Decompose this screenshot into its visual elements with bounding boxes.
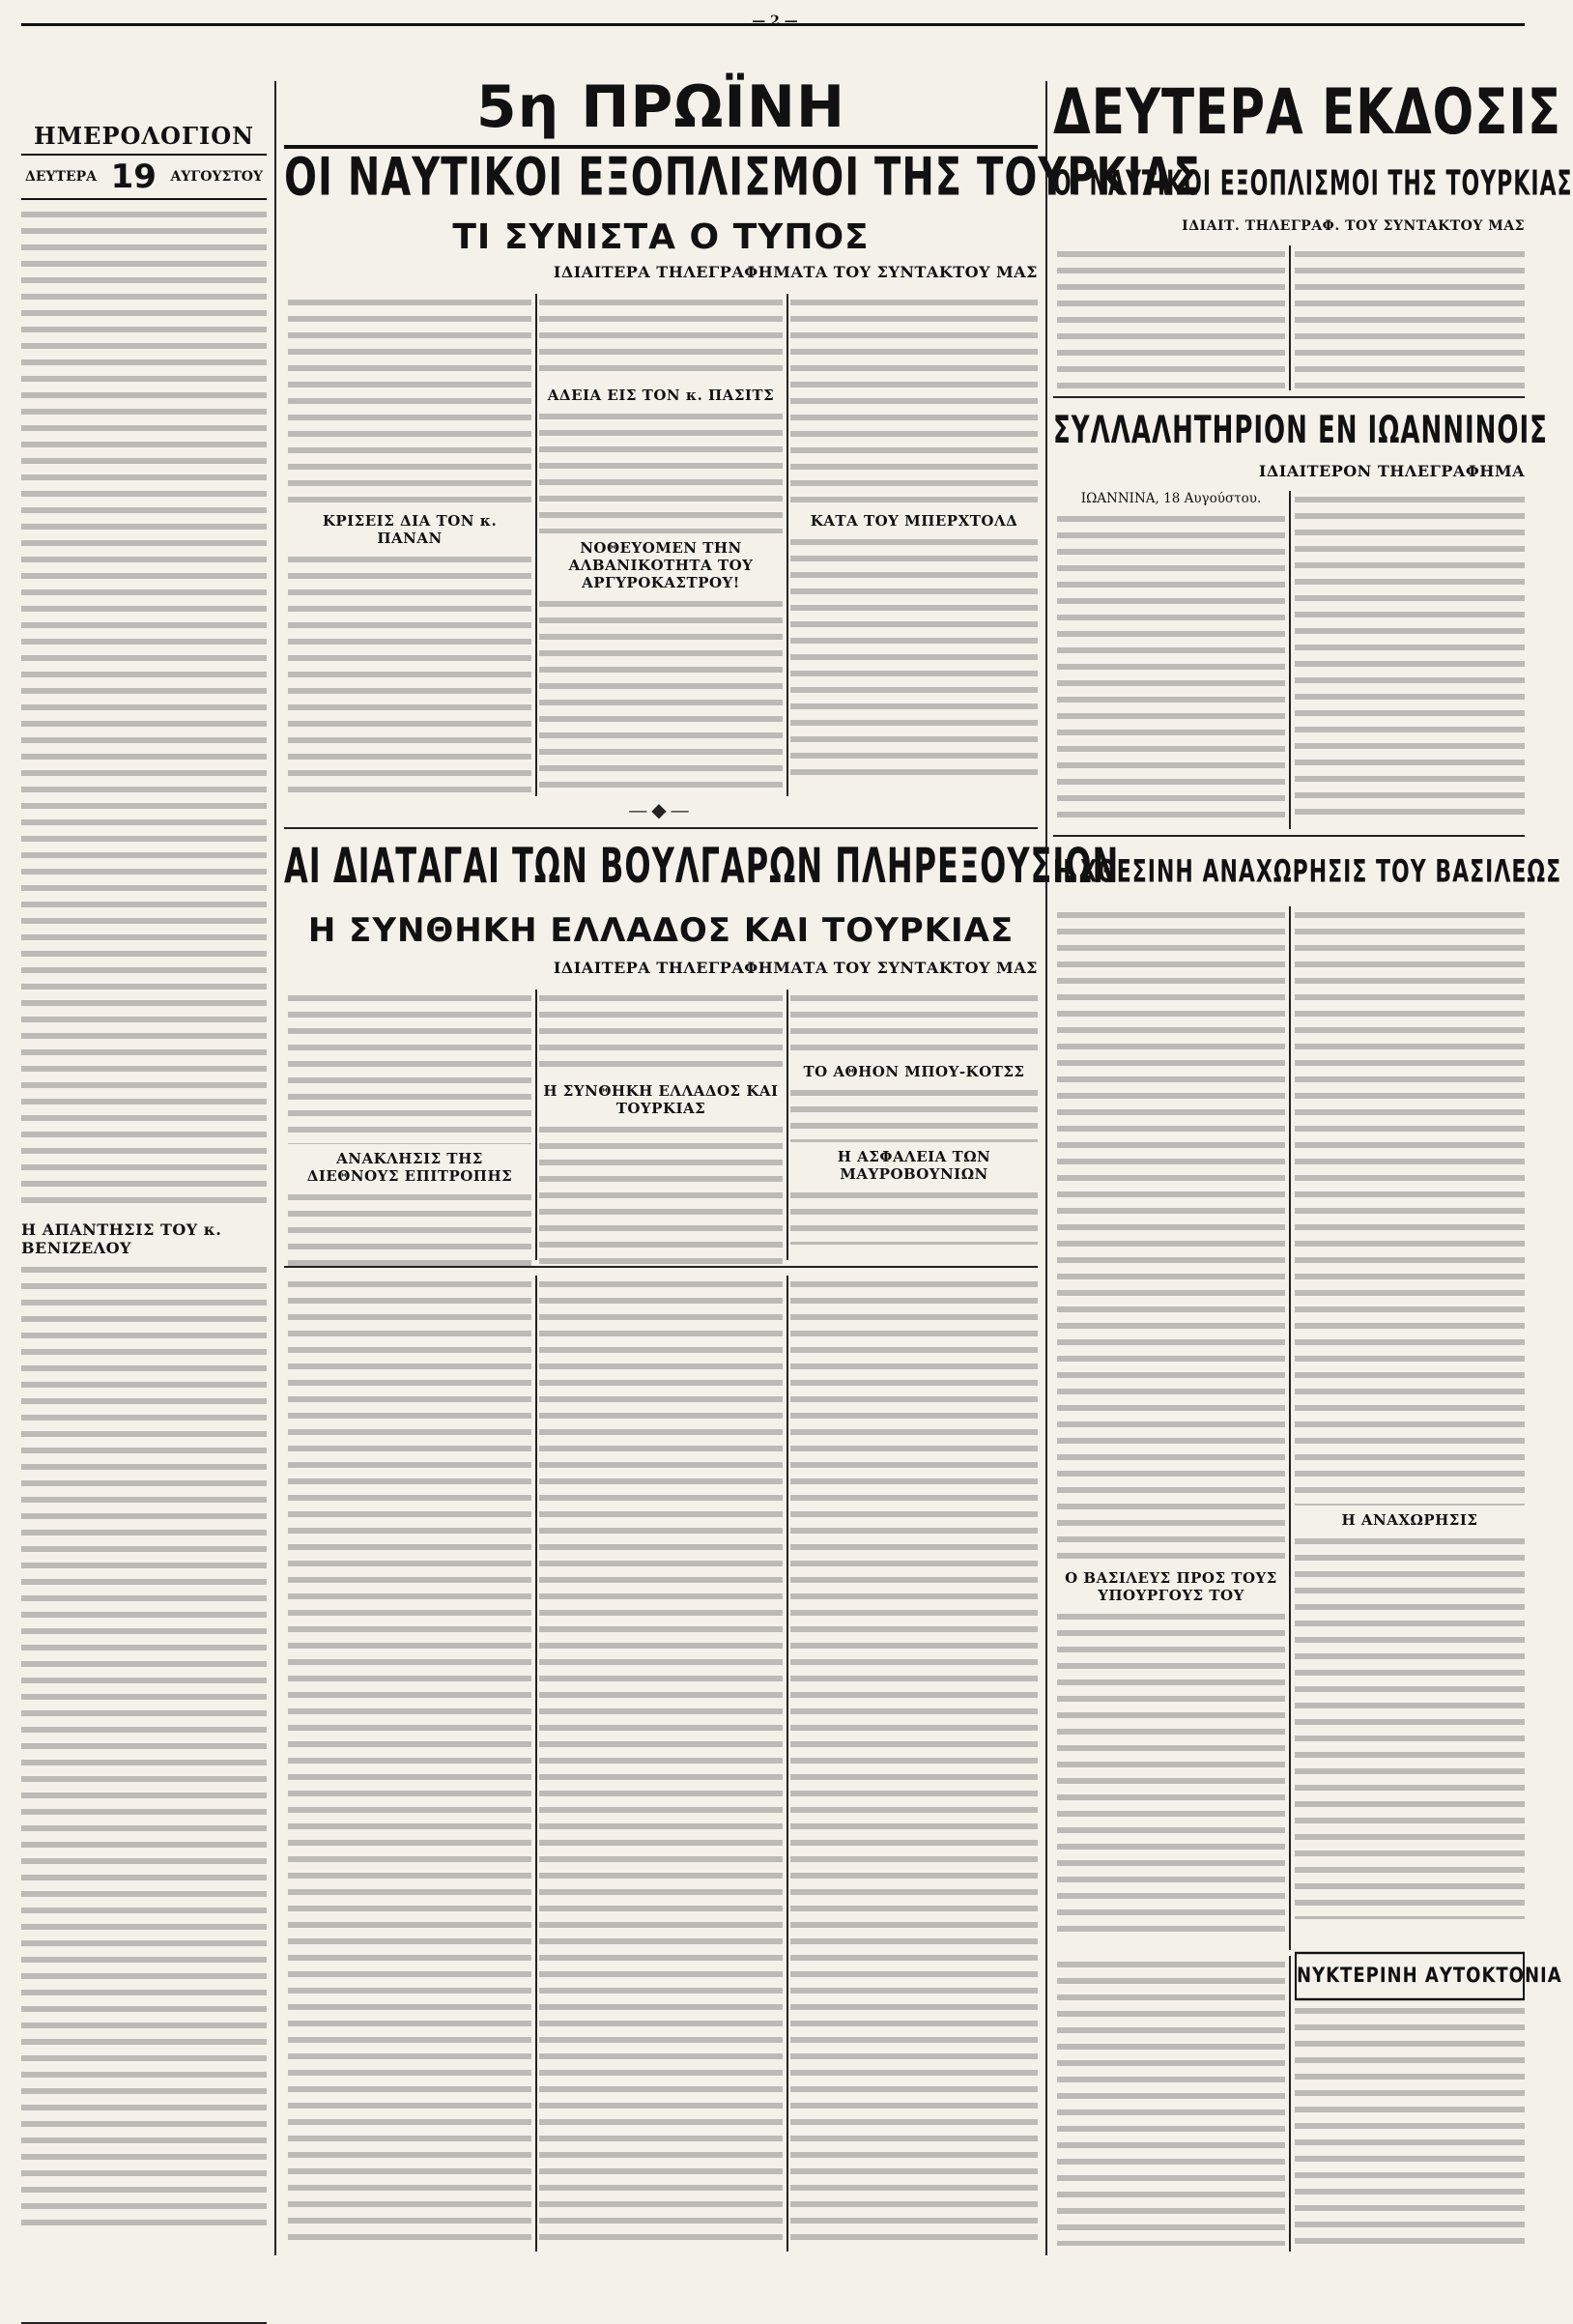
edition-a-col-3 (790, 294, 1038, 796)
calendar-day: 19 (110, 158, 157, 196)
body-text-block (1295, 2002, 1525, 2244)
column-rule (786, 990, 788, 1260)
bulgarian-headline-box (284, 837, 1120, 895)
calendar-weekday: ΔΕΥΤΕΡΑ (25, 169, 98, 185)
column-rule (535, 990, 537, 1260)
column-rule (1289, 491, 1291, 829)
section-heading: Ο ΒΑΣΙΛΕΥΣ ΠΡΟΣ ΤΟΥΣ ΥΠΟΥΡΓΟΥΣ ΤΟΥ (1065, 1569, 1277, 1604)
body-text-block (539, 1121, 783, 1266)
rally-byline-box (1053, 462, 1525, 487)
section-heading: Η ΑΣΦΑΛΕΙΑ ΤΩΝ ΜΑΥΡΟΒΟΥΝΙΩΝ (837, 1148, 991, 1183)
column-rule (535, 294, 537, 796)
calendar-month: ΑΥΓΟΥΣΤΟΥ (170, 169, 263, 185)
bulgarian-subheadline: Η ΣΥΝΘΗΚΗ ΕΛΛΑΔΟΣ ΚΑΙ ΤΟΥΡΚΙΑΣ (307, 911, 1015, 950)
body-text-block (1057, 906, 1285, 1564)
section-heading: ΤΟ ΑΘΗΟΝ ΜΠΟΥ-ΚΟΤΣΣ (803, 1063, 1025, 1080)
edition-b-label: ΔΕΥΤΕΡΑ ΕΚΔΟΣΙΣ (1053, 75, 1562, 149)
page-folio: — 2 — (752, 14, 798, 29)
bottom-right-col-2 (1295, 1956, 1562, 2252)
edition-a-byline: ΙΔΙΑΙΤΕΡΑ ΤΗΛΕΓΡΑΦΗΜΑΤΑ ΤΟΥ ΣΥΝΤΑΚΤΟΥ ΜΑΣ (553, 263, 1038, 281)
body-text-block (790, 990, 1038, 1057)
calendar-title: ΗΜΕΡΟΛΟΓΙΟΝ (33, 122, 255, 150)
body-text-block (790, 533, 1038, 775)
edition-b-byline: ΙΔΙΑΙΤ. ΤΗΛΕΓΡΑΦ. ΤΟΥ ΣΥΝΤΑΚΤΟΥ ΜΑΣ (1182, 218, 1525, 234)
section-divider (1053, 835, 1525, 837)
bulgarian-col-1 (288, 990, 531, 1260)
section-heading: ΝΟΘΕΥΟΜΕΝ ΤΗΝ ΑΛΒΑΝΙΚΟΤΗΤΑ ΤΟΥ ΑΡΓΥΡΟΚΑΣΤΡΟΥ! (568, 539, 754, 591)
king-headline-box (1053, 850, 1562, 897)
king-col-2 (1295, 906, 1525, 1950)
body-text-block (288, 294, 531, 506)
lower-col-3 (790, 1276, 1038, 2252)
replies-headline: Η ΑΠΑΝΤΗΣΙΣ ΤΟΥ κ. ΒΕΝΙΖΕΛΟΥ (21, 1220, 222, 1257)
editorial-body (21, 206, 267, 1211)
edition-b-byline-box (1053, 218, 1525, 242)
body-text-block (539, 990, 783, 1076)
body-text-block (1057, 510, 1285, 819)
bulgarian-headline: ΑΙ ΔΙΑΤΑΓΑΙ ΤΩΝ ΒΟΥΛΓΑΡΩΝ ΠΛΗΡΕΞΟΥΣΙΩΝ (284, 837, 1120, 895)
body-text-block (790, 294, 1038, 506)
rally-byline: ΙΔΙΑΙΤΕΡΟΝ ΤΗΛΕΓΡΑΦΗΜΑ (1258, 462, 1525, 480)
edition-a-headline-box (284, 147, 1201, 209)
body-text-block (1295, 245, 1525, 390)
column-rule (535, 1276, 537, 2252)
section-heading: ΑΔΕΙΑ ΕΙΣ ΤΟΝ κ. ΠΑΣΙΤΣ (547, 387, 775, 404)
body-text-block (288, 551, 531, 792)
section-heading: ΚΡΙΣΕΙΣ ΔΙΑ ΤΟΝ κ. ΠΑΝΑΝ (322, 512, 498, 547)
body-text-block (1295, 491, 1525, 819)
bulgarian-col-2 (539, 990, 783, 1260)
body-text-block (1057, 1956, 1285, 2246)
body-text-block (1057, 1608, 1285, 1937)
section-heading: Η ΣΥΝΘΗΚΗ ΕΛΛΑΔΟΣ ΚΑΙ ΤΟΥΡΚΙΑΣ (543, 1082, 779, 1117)
body-text-block (21, 1261, 267, 2227)
edition-b-headline: ΟΙ ΝΑΥΤΙΚΟΙ ΕΞΟΠΛΙΣΜΟΙ ΤΗΣ ΤΟΥΡΚΙΑΣ (1053, 165, 1573, 205)
edition-a-subheadline-box (284, 215, 1038, 261)
ornament-divider: —◆— (628, 798, 694, 821)
king-col-1 (1057, 906, 1285, 1950)
column-rule (1289, 1956, 1291, 2252)
bulgarian-col-3 (790, 990, 1038, 1260)
body-text-block (539, 408, 783, 533)
body-text-block (21, 206, 267, 1211)
bulgarian-subheadline-box (284, 906, 1038, 955)
lower-col-2 (539, 1276, 783, 2252)
body-text-block (288, 1189, 531, 1266)
body-text-block (790, 1084, 1038, 1142)
edition-a-masthead (284, 73, 1038, 141)
body-text-block (1295, 906, 1525, 1506)
column-rule (274, 81, 276, 2255)
body-text-block (790, 1276, 1038, 2242)
body-text-block (288, 1276, 531, 2242)
bulgarian-byline-box (284, 959, 1038, 984)
body-text-block (1295, 1533, 1525, 1919)
column-rule (1289, 245, 1291, 390)
rally-dateline: ΙΩΑΝΝΙΝΑ, 18 Αυγούστου. (1080, 491, 1262, 506)
column-rule (786, 1276, 788, 2252)
body-text-block (790, 1187, 1038, 1245)
rally-headline-box (1053, 404, 1548, 458)
edition-a-subheadline: ΤΙ ΣΥΝΙΣΤΑ Ο ΤΥΠΟΣ (452, 217, 870, 257)
edition-b-masthead (1053, 73, 1562, 151)
section-divider (284, 1266, 1038, 1268)
body-text-block (539, 294, 783, 381)
edition-b-col-1 (1057, 245, 1285, 390)
section-heading: Η ΑΝΑΧΩΡΗΣΙΣ (1341, 1511, 1478, 1529)
rally-col-1 (1057, 491, 1285, 829)
body-text-block (539, 1276, 783, 2242)
bulgarian-byline: ΙΔΙΑΙΤΕΡΑ ΤΗΛΕΓΡΑΦΗΜΑΤΑ ΤΟΥ ΣΥΝΤΑΚΤΟΥ ΜΑΣ (553, 959, 1038, 977)
edition-a-headline: ΟΙ ΝΑΥΤΙΚΟΙ ΕΞΟΠΛΙΣΜΟΙ ΤΗΣ ΤΟΥΡΚΙΑΣ (284, 147, 1201, 209)
body-text-block (288, 990, 531, 1144)
body-text-block (539, 595, 783, 789)
bottom-right-col-1 (1057, 1956, 1285, 2252)
edition-b-headline-box (1053, 158, 1573, 213)
rally-col-2 (1295, 491, 1525, 829)
rally-headline: ΣΥΛΛΑΛΗΤΗΡΙΟΝ ΕΝ ΙΩΑΝΝΙΝΟΙΣ (1053, 409, 1548, 453)
column-rule (786, 294, 788, 796)
lower-col-1 (288, 1276, 531, 2252)
column-rule (1045, 81, 1047, 2255)
night-headline: ΝΥΚΤΕΡΙΝΗ ΑΥΤΟΚΤΟΝΙΑ (1295, 1952, 1525, 2000)
newspaper-page (21, 14, 1573, 2255)
calendar-column (21, 120, 267, 2255)
body-text-block (1057, 245, 1285, 390)
calendar-date-box (21, 154, 267, 200)
edition-a-byline-box (284, 263, 1038, 288)
edition-a-col-2 (539, 294, 783, 796)
column-rule (1289, 906, 1291, 1950)
edition-a-col-1 (288, 294, 531, 796)
edition-a-label: 5η ΠΡΩΪΝΗ (475, 73, 846, 141)
replies-body (21, 1261, 267, 2227)
section-heading: ΑΝΑΚΛΗΣΙΣ ΤΗΣ ΔΙΕΘΝΟΥΣ ΕΠΙΤΡΟΠΗΣ (306, 1150, 513, 1185)
king-headline: Η ΧΘΕΣΙΝΗ ΑΝΑΧΩΡΗΣΙΣ ΤΟΥ ΒΑΣΙΛΕΩΣ (1053, 855, 1562, 891)
edition-b-col-2 (1295, 245, 1525, 390)
section-heading: ΚΑΤΑ ΤΟΥ ΜΠΕΡΧΤΟΛΔ (810, 512, 1018, 530)
